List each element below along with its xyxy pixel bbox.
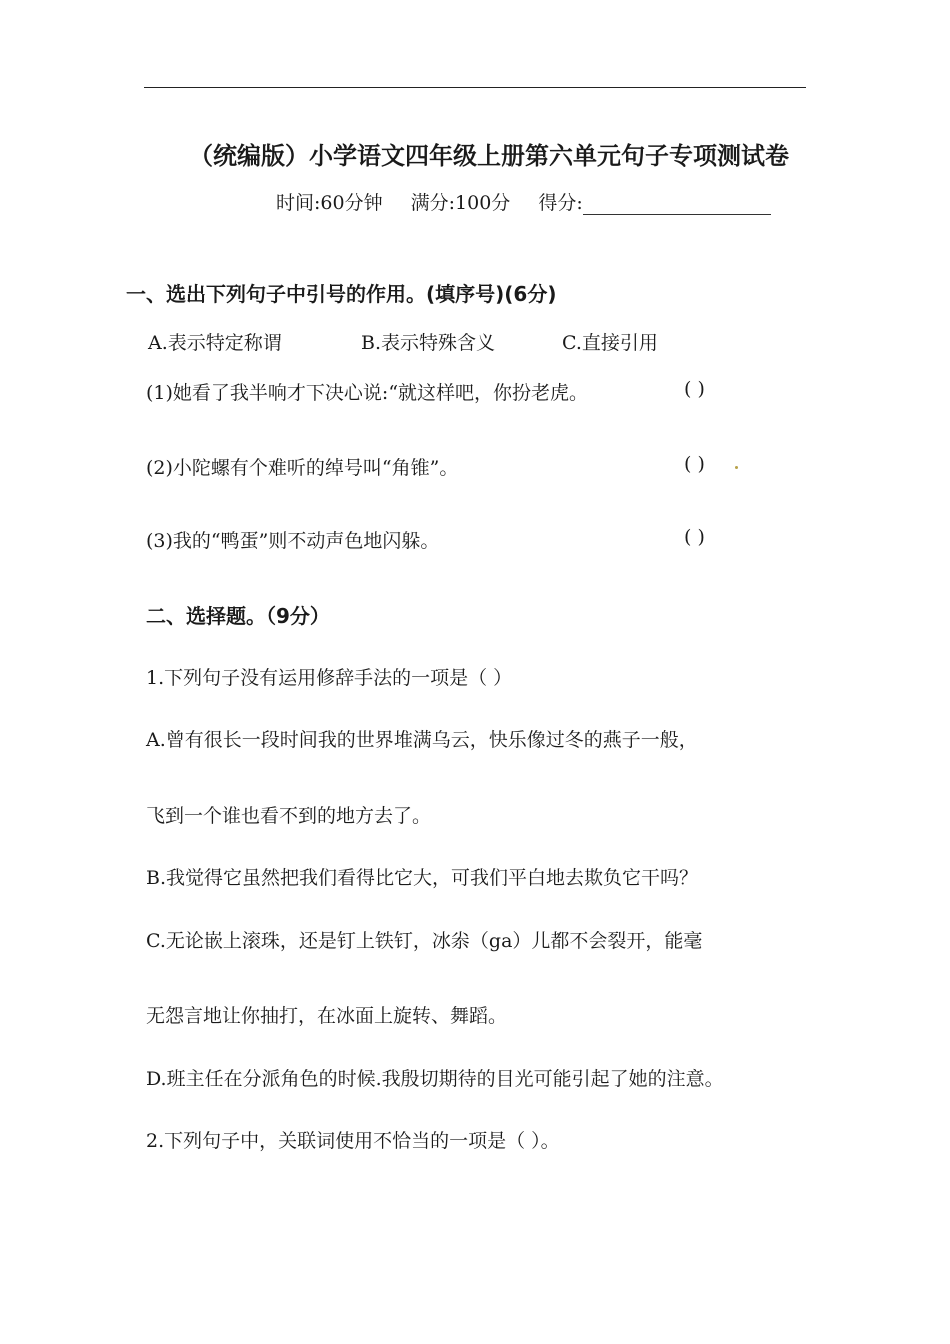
q1-option-c-line1: C.无论嵌上滚珠，还是钉上铁钉，冰尜（ga）儿都不会裂开，能毫	[146, 930, 703, 952]
exam-meta	[276, 188, 793, 215]
top-rule	[144, 87, 806, 88]
option-a: A.表示特定称谓	[148, 332, 282, 354]
q1-option-b: B.我觉得它虽然把我们看得比它大，可我们平白地去欺负它干吗？	[146, 867, 699, 889]
q1-option-a-line1: A.曾有很长一段时间我的世界堆满乌云，快乐像过冬的燕子一般，	[146, 729, 698, 751]
answer-blank-1[interactable]: ( )	[684, 378, 705, 400]
answer-blank-2[interactable]: ( )	[684, 453, 705, 475]
full-score: 满分:100分	[410, 192, 511, 214]
q1-option-c-line2: 无怨言地让你抽打，在冰面上旋转、舞蹈。	[146, 1005, 508, 1027]
s1-item-1: (1)她看了我半响才下决心说:“就这样吧，你扮老虎。	[146, 382, 589, 404]
ink-dot	[735, 466, 738, 469]
section1-heading: 一、选出下列句子中引号的作用。(填序号)(6分)	[126, 282, 557, 306]
q2-stem: 2.下列句子中，关联词使用不恰当的一项是（ ）。	[146, 1130, 560, 1152]
page-title: （统编版）小学语文四年级上册第六单元句子专项测试卷	[189, 142, 789, 170]
score-blank[interactable]	[583, 196, 771, 215]
section2-heading: 二、选择题。（9分）	[146, 604, 330, 628]
option-c: C.直接引用	[562, 332, 658, 354]
score-label: 得分:	[538, 192, 583, 214]
option-b: B.表示特殊含义	[361, 332, 496, 354]
answer-blank-3[interactable]: ( )	[684, 526, 705, 548]
time-limit: 时间:60分钟	[276, 192, 383, 214]
s1-item-2: (2)小陀螺有个难听的绰号叫“角锥”。	[146, 457, 459, 479]
q1-option-a-line2: 飞到一个谁也看不到的地方去了。	[146, 805, 432, 827]
q1-option-d: D.班主任在分派角色的时候.我殷切期待的目光可能引起了她的注意。	[146, 1068, 724, 1090]
q1-stem: 1.下列句子没有运用修辞手法的一项是（ ）	[146, 667, 513, 689]
s1-item-3: (3)我的“鸭蛋”则不动声色地闪躲。	[146, 530, 440, 552]
